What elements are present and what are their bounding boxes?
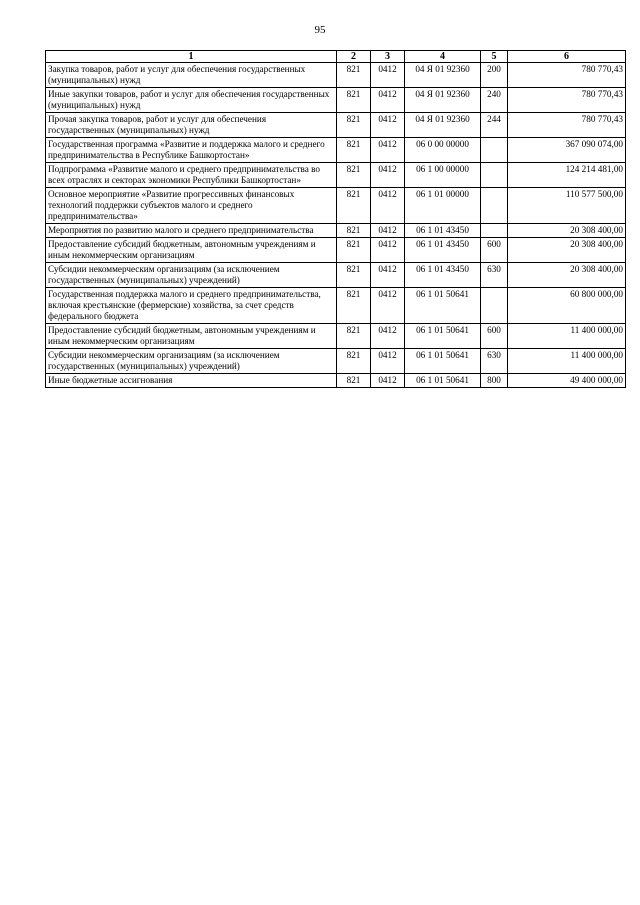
- row-expense-type: 200: [481, 63, 508, 88]
- header-col-6: 6: [508, 51, 626, 63]
- row-target-code: 06 1 01 50641: [405, 374, 481, 388]
- row-amount: 20 308 400,00: [508, 224, 626, 238]
- row-target-code: 06 1 01 50641: [405, 349, 481, 374]
- header-col-5: 5: [481, 51, 508, 63]
- row-expense-type: 244: [481, 113, 508, 138]
- row-name: Основное мероприятие «Развитие прогрессивных финансовых технологий поддержки субъектов малого и среднего предпринимательства»: [46, 188, 337, 224]
- row-ministry-code: 821: [337, 88, 371, 113]
- row-amount: 124 214 481,00: [508, 163, 626, 188]
- row-target-code: 06 1 01 43450: [405, 263, 481, 288]
- row-amount: 20 308 400,00: [508, 263, 626, 288]
- budget-table: [45, 50, 626, 388]
- row-amount: 110 577 500,00: [508, 188, 626, 224]
- row-name: Государственная программа «Развитие и поддержка малого и среднего предпринимательства в Республике Башкортостан»: [46, 138, 337, 163]
- row-expense-type: [481, 188, 508, 224]
- row-ministry-code: 821: [337, 63, 371, 88]
- row-section-code: 0412: [371, 163, 405, 188]
- header-col-1: 1: [46, 51, 337, 63]
- row-target-code: 06 1 01 50641: [405, 324, 481, 349]
- row-name: Государственная поддержка малого и среднего предпринимательства, включая крестьянские (фермерские) хозяйства, за счет средств федерального бюджета: [46, 288, 337, 324]
- row-ministry-code: 821: [337, 188, 371, 224]
- row-amount: 20 308 400,00: [508, 238, 626, 263]
- row-section-code: 0412: [371, 63, 405, 88]
- row-target-code: 04 Я 01 92360: [405, 113, 481, 138]
- table-header-row: [46, 51, 626, 63]
- row-ministry-code: 821: [337, 288, 371, 324]
- row-target-code: 06 1 01 50641: [405, 288, 481, 324]
- row-expense-type: 800: [481, 374, 508, 388]
- table-row: [46, 324, 626, 349]
- row-ministry-code: 821: [337, 263, 371, 288]
- row-amount: 11 400 000,00: [508, 349, 626, 374]
- row-target-code: 06 0 00 00000: [405, 138, 481, 163]
- page-number: 95: [314, 24, 326, 36]
- row-section-code: 0412: [371, 374, 405, 388]
- row-expense-type: 630: [481, 349, 508, 374]
- header-col-3: 3: [371, 51, 405, 63]
- row-ministry-code: 821: [337, 349, 371, 374]
- table-row: [46, 138, 626, 163]
- row-target-code: 06 1 00 00000: [405, 163, 481, 188]
- row-target-code: 06 1 01 00000: [405, 188, 481, 224]
- row-amount: 367 090 074,00: [508, 138, 626, 163]
- table-row: [46, 188, 626, 224]
- row-ministry-code: 821: [337, 238, 371, 263]
- table-row: [46, 238, 626, 263]
- table-row: [46, 88, 626, 113]
- row-section-code: 0412: [371, 113, 405, 138]
- header-col-4: 4: [405, 51, 481, 63]
- row-name: Закупка товаров, работ и услуг для обеспечения государственных (муниципальных) нужд: [46, 63, 337, 88]
- row-section-code: 0412: [371, 224, 405, 238]
- row-ministry-code: 821: [337, 224, 371, 238]
- row-expense-type: 240: [481, 88, 508, 113]
- header-col-2: 2: [337, 51, 371, 63]
- row-name: Субсидии некоммерческим организациям (за исключением государственных (муниципальных) учреждений): [46, 263, 337, 288]
- row-name: Прочая закупка товаров, работ и услуг для обеспечения государственных (муниципальных) нужд: [46, 113, 337, 138]
- row-amount: 11 400 000,00: [508, 324, 626, 349]
- row-amount: 780 770,43: [508, 113, 626, 138]
- row-expense-type: 600: [481, 324, 508, 349]
- row-target-code: 06 1 01 43450: [405, 238, 481, 263]
- row-section-code: 0412: [371, 138, 405, 163]
- row-name: Предоставление субсидий бюджетным, автономным учреждениям и иным некоммерческим организациям: [46, 238, 337, 263]
- table-row: [46, 349, 626, 374]
- row-expense-type: [481, 224, 508, 238]
- row-target-code: 04 Я 01 92360: [405, 63, 481, 88]
- row-section-code: 0412: [371, 88, 405, 113]
- row-name: Иные бюджетные ассигнования: [46, 374, 337, 388]
- row-name: Предоставление субсидий бюджетным, автономным учреждениям и иным некоммерческим организациям: [46, 324, 337, 349]
- row-expense-type: [481, 163, 508, 188]
- row-amount: 49 400 000,00: [508, 374, 626, 388]
- row-section-code: 0412: [371, 349, 405, 374]
- row-target-code: 06 1 01 43450: [405, 224, 481, 238]
- row-section-code: 0412: [371, 238, 405, 263]
- row-section-code: 0412: [371, 288, 405, 324]
- row-name: Иные закупки товаров, работ и услуг для обеспечения государственных (муниципальных) нужд: [46, 88, 337, 113]
- row-name: Мероприятия по развитию малого и среднего предпринимательства: [46, 224, 337, 238]
- row-ministry-code: 821: [337, 324, 371, 349]
- row-expense-type: [481, 138, 508, 163]
- row-amount: 780 770,43: [508, 88, 626, 113]
- row-amount: 780 770,43: [508, 63, 626, 88]
- row-section-code: 0412: [371, 324, 405, 349]
- row-section-code: 0412: [371, 188, 405, 224]
- row-section-code: 0412: [371, 263, 405, 288]
- table-row: [46, 163, 626, 188]
- row-expense-type: [481, 288, 508, 324]
- table-row: [46, 113, 626, 138]
- table-row: [46, 63, 626, 88]
- row-ministry-code: 821: [337, 163, 371, 188]
- table-row: [46, 224, 626, 238]
- row-ministry-code: 821: [337, 138, 371, 163]
- table-row: [46, 374, 626, 388]
- row-ministry-code: 821: [337, 374, 371, 388]
- row-name: Субсидии некоммерческим организациям (за исключением государственных (муниципальных) учреждений): [46, 349, 337, 374]
- table-row: [46, 263, 626, 288]
- row-amount: 60 800 000,00: [508, 288, 626, 324]
- row-ministry-code: 821: [337, 113, 371, 138]
- row-target-code: 04 Я 01 92360: [405, 88, 481, 113]
- row-name: Подпрограмма «Развитие малого и среднего предпринимательства во всех отраслях и секторах экономики Республики Башкортостан»: [46, 163, 337, 188]
- table-row: [46, 288, 626, 324]
- row-expense-type: 600: [481, 238, 508, 263]
- row-expense-type: 630: [481, 263, 508, 288]
